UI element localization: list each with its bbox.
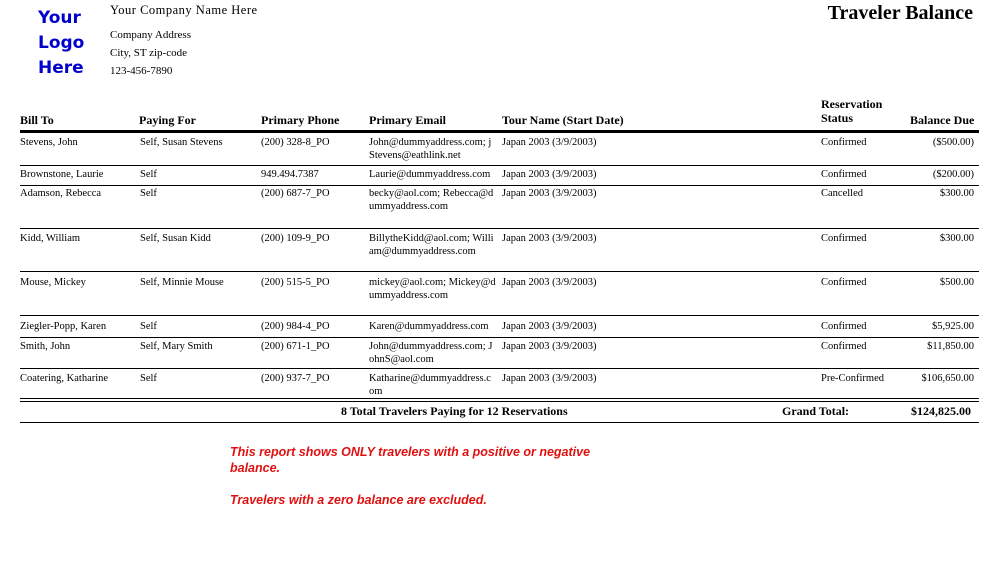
table-row [20, 233, 979, 277]
status-cell: Confirmed [821, 137, 867, 148]
balance-cell: $300.00 [939, 188, 974, 199]
balance-cell: $106,650.00 [921, 373, 974, 384]
row-divider [20, 271, 979, 272]
phone-cell: (200) 109-9_PO [261, 233, 330, 244]
totals-rule-bottom [20, 422, 979, 423]
email-cell: BillytheKidd@aol.com; William@dummyaddress.com [369, 233, 494, 257]
row-divider [20, 315, 979, 316]
email-cell: Karen@dummyaddress.com [369, 321, 489, 332]
status-cell: Confirmed [821, 321, 867, 332]
phone-cell: (200) 984-4_PO [261, 321, 330, 332]
phone-cell: 949.494.7387 [261, 169, 319, 180]
bill-to-cell: Brownstone, Laurie [20, 169, 104, 180]
company-phone: 123-456-7890 [110, 65, 173, 77]
logo-line: Logo [38, 33, 85, 53]
phone-cell: (200) 671-1_PO [261, 341, 330, 352]
bill-to-cell: Adamson, Rebecca [20, 188, 102, 199]
balance-cell: $300.00 [939, 233, 974, 244]
status-cell: Confirmed [821, 341, 867, 352]
table-row [20, 341, 979, 372]
column-header-primary-email: Primary Email [369, 113, 446, 127]
paying-for-cell: Self [140, 373, 157, 384]
tour-cell: Japan 2003 (3/9/2003) [502, 137, 597, 148]
paying-for-cell: Self [140, 188, 157, 199]
grand-total-value: $124,825.00 [911, 404, 971, 418]
email-cell: mickey@aol.com; Mickey@dummyaddress.com [369, 277, 496, 301]
paying-for-cell: Self, Mary Smith [140, 341, 213, 352]
row-divider [20, 165, 979, 166]
table-row [20, 188, 979, 232]
row-divider [20, 368, 979, 369]
email-cell: John@dummyaddress.com; jStevens@eathlink.net [369, 137, 492, 161]
table-row [20, 169, 979, 188]
travelers-summary: 8 Total Travelers Paying for 12 Reservations [341, 404, 568, 418]
table-row [20, 321, 979, 341]
phone-cell: (200) 328-8_PO [261, 137, 330, 148]
status-cell: Pre-Confirmed [821, 373, 884, 384]
email-cell: John@dummyaddress.com; JohnS@aol.com [369, 341, 493, 365]
logo-line: Your [38, 8, 81, 28]
tour-cell: Japan 2003 (3/9/2003) [502, 373, 597, 384]
table-row [20, 137, 979, 168]
totals-rule-top [20, 401, 979, 402]
balance-cell: ($500.00) [932, 137, 974, 148]
balance-cell: $5,925.00 [932, 321, 974, 332]
email-cell: Katharine@dummyaddress.com [369, 373, 491, 397]
logo-line: Here [38, 58, 84, 78]
company-address: Company Address [110, 29, 191, 41]
column-header-tour-name: Tour Name (Start Date) [502, 113, 624, 127]
table-row [20, 373, 979, 399]
report-note-zero-balance: Travelers with a zero balance are excluded. [230, 493, 487, 507]
phone-cell: (200) 687-7_PO [261, 188, 330, 199]
column-header-balance-due: Balance Due [910, 113, 975, 127]
totals-rule-top [20, 398, 979, 399]
paying-for-cell: Self [140, 169, 157, 180]
header-rule [20, 130, 979, 133]
tour-cell: Japan 2003 (3/9/2003) [502, 277, 597, 288]
tour-cell: Japan 2003 (3/9/2003) [502, 169, 597, 180]
email-cell: becky@aol.com; Rebecca@dummyaddress.com [369, 188, 494, 212]
status-cell: Confirmed [821, 233, 867, 244]
tour-cell: Japan 2003 (3/9/2003) [502, 341, 597, 352]
company-logo [38, 6, 98, 81]
balance-cell: $11,850.00 [927, 341, 974, 352]
tour-cell: Japan 2003 (3/9/2003) [502, 321, 597, 332]
status-cell: Confirmed [821, 169, 867, 180]
row-divider [20, 337, 979, 338]
bill-to-cell: Smith, John [20, 341, 71, 352]
table-row [20, 277, 979, 321]
report-note-balance: This report shows ONLY travelers with a positive or negative balance. [230, 445, 591, 475]
column-header-paying-for: Paying For [139, 113, 196, 127]
grand-total-label: Grand Total: [782, 404, 850, 418]
balance-cell: ($200.00) [932, 169, 974, 180]
tour-cell: Japan 2003 (3/9/2003) [502, 188, 597, 199]
paying-for-cell: Self, Susan Kidd [140, 233, 211, 244]
report-title: Traveler Balance [827, 2, 973, 24]
row-divider [20, 228, 979, 229]
bill-to-cell: Mouse, Mickey [20, 277, 86, 288]
email-cell: Laurie@dummyaddress.com [369, 169, 491, 180]
company-city: City, ST zip-code [110, 47, 187, 59]
company-name: Your Company Name Here [110, 3, 258, 17]
paying-for-cell: Self [140, 321, 157, 332]
balance-cell: $500.00 [939, 277, 974, 288]
status-cell: Confirmed [821, 277, 867, 288]
column-header-bill-to: Bill To [20, 113, 54, 127]
tour-cell: Japan 2003 (3/9/2003) [502, 233, 597, 244]
phone-cell: (200) 937-7_PO [261, 373, 330, 384]
bill-to-cell: Stevens, John [20, 137, 78, 148]
column-header-primary-phone: Primary Phone [261, 113, 340, 127]
bill-to-cell: Kidd, William [20, 233, 81, 244]
bill-to-cell: Ziegler-Popp, Karen [20, 321, 107, 332]
column-header-reservation: Reservation [821, 97, 883, 111]
status-cell: Cancelled [821, 188, 863, 199]
row-divider [20, 185, 979, 186]
paying-for-cell: Self, Susan Stevens [140, 137, 223, 148]
company-info [110, 3, 258, 80]
column-header-status: Status [821, 111, 854, 125]
paying-for-cell: Self, Minnie Mouse [140, 277, 224, 288]
phone-cell: (200) 515-5_PO [261, 277, 330, 288]
bill-to-cell: Coatering, Katharine [20, 373, 109, 384]
